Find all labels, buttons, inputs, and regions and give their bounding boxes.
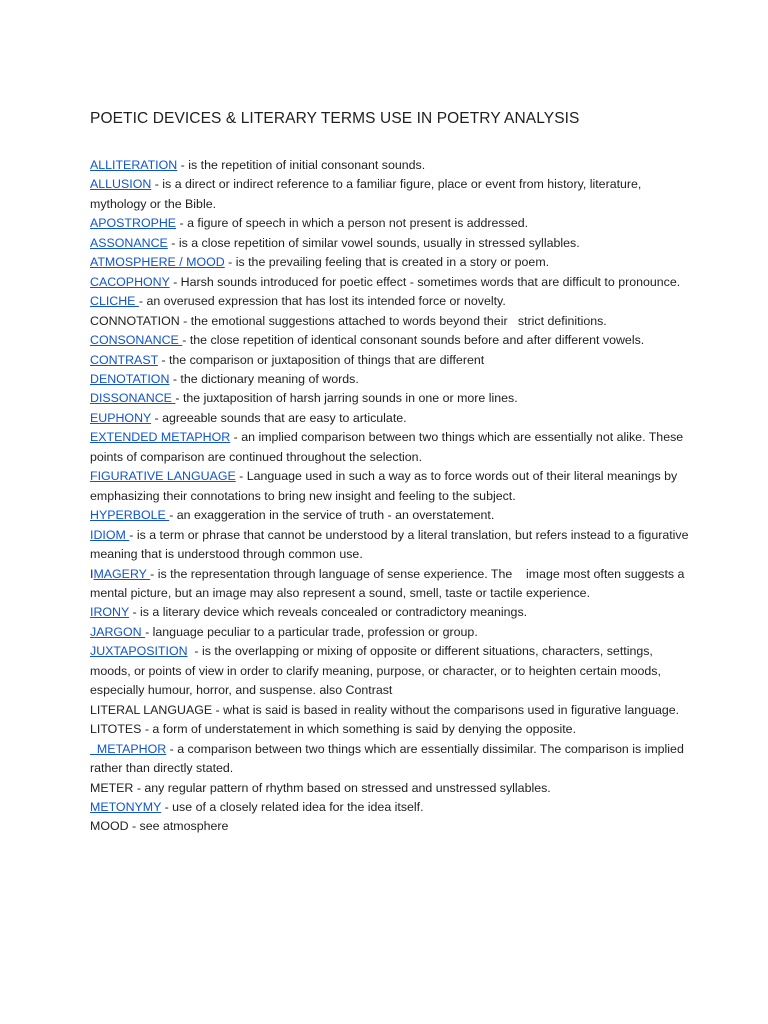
term-link[interactable]: DISSONANCE	[90, 391, 176, 406]
term-definition: - the dictionary meaning of words.	[169, 371, 359, 386]
term-prefix: I	[90, 566, 94, 581]
glossary-entry	[90, 526, 690, 565]
term-definition: - a comparison between two things which are essentially dissimilar. The comparison is implied rather than directly stated.	[90, 741, 688, 776]
term-definition: - is the repetition of initial consonant sounds.	[177, 158, 426, 172]
glossary-entry	[90, 798, 690, 817]
term-label: LITOTES	[90, 722, 142, 737]
glossary-entry	[90, 623, 690, 642]
glossary-entry	[90, 642, 690, 700]
glossary-entry	[90, 428, 690, 467]
term-link[interactable]: ALLITERATION	[90, 158, 178, 172]
term-definition: - is the overlapping or mixing of opposite or different situations, characters, settings, moods, or points of view in order to clarify meaning, purpose, or character, or to heighten certain moods, especially humour, horror, and suspense. also Contrast	[90, 644, 665, 698]
term-link[interactable]: EUPHONY	[90, 410, 152, 425]
term-link[interactable]: JARGON	[90, 624, 146, 639]
term-definition: - the close repetition of identical consonant sounds before and after different vowels.	[182, 333, 645, 348]
term-definition: - an implied comparison between two things which are essentially not alike. These points of comparison are continued throughout the selection.	[90, 430, 687, 464]
glossary-entry	[90, 720, 690, 739]
glossary-entry	[90, 467, 690, 506]
term-link[interactable]: APOSTROPHE	[90, 216, 177, 231]
glossary-entry	[90, 740, 690, 779]
term-link[interactable]: DENOTATION	[90, 371, 170, 386]
term-link[interactable]: CONSONANCE	[90, 333, 183, 348]
term-definition: - the juxtaposition of harsh jarring sounds in one or more lines.	[175, 391, 518, 406]
term-definition: - a form of understatement in which something is said by denying the opposite.	[141, 722, 577, 737]
term-link[interactable]: IDIOM	[90, 527, 130, 542]
glossary-entry	[90, 701, 690, 720]
term-definition: - agreeable sounds that are easy to articulate.	[151, 410, 407, 425]
term-definition: - is a direct or indirect reference to a familiar figure, place or event from history, literature, mythology or the Bible.	[90, 177, 645, 211]
term-link[interactable]: FIGURATIVE LANGUAGE	[90, 469, 236, 484]
glossary-entry	[90, 370, 690, 389]
term-link[interactable]: METONYMY	[90, 799, 162, 814]
term-label: CONNOTATION	[90, 313, 180, 328]
term-definition: - use of a closely related idea for the idea itself.	[161, 799, 424, 814]
term-definition: - an overused expression that has lost its intended force or novelty.	[138, 294, 506, 309]
glossary-entry	[90, 312, 690, 331]
term-link[interactable]: METAPHOR	[90, 741, 167, 756]
term-definition: - language peculiar to a particular trade, profession or group.	[145, 624, 478, 639]
glossary-entry	[90, 175, 690, 214]
glossary-entry	[90, 603, 690, 622]
term-link[interactable]: JUXTAPOSITION	[90, 644, 188, 659]
term-link[interactable]: HYPERBOLE	[90, 508, 170, 523]
term-label: LITERAL LANGUAGE	[90, 702, 213, 717]
glossary-entry	[90, 331, 690, 350]
glossary-entry	[90, 156, 690, 175]
glossary-entry	[90, 351, 690, 370]
term-link[interactable]: ASSONANCE	[90, 235, 168, 250]
glossary-entry	[90, 292, 690, 311]
term-definition: - what is said is based in reality without the comparisons used in figurative language.	[212, 702, 680, 717]
term-link[interactable]: CLICHE	[90, 294, 139, 309]
glossary-entry	[90, 214, 690, 233]
term-definition: - the comparison or juxtaposition of things that are different	[157, 352, 485, 367]
glossary-entry	[90, 273, 690, 292]
glossary-entry	[90, 506, 690, 525]
term-definition: - Harsh sounds introduced for poetic effect - sometimes words that are difficult to pronounce.	[169, 274, 681, 289]
term-link[interactable]: MAGERY	[93, 566, 151, 581]
term-definition: - Language used in such a way as to force words out of their literal meanings by emphasizing their connotations to bring new insight and feeling to the subject.	[90, 469, 681, 503]
glossary-list	[90, 156, 690, 837]
glossary-entry	[90, 389, 690, 408]
glossary-entry	[90, 409, 690, 428]
term-label: METER	[90, 780, 134, 795]
term-link[interactable]: CACOPHONY	[90, 274, 170, 289]
term-definition: - a figure of speech in which a person not present is addressed.	[176, 216, 529, 231]
term-definition: - any regular pattern of rhythm based on stressed and unstressed syllables.	[133, 780, 551, 795]
term-definition: - is the prevailing feeling that is created in a story or poem.	[224, 255, 550, 270]
term-link[interactable]: CONTRAST	[90, 352, 158, 367]
term-link[interactable]: ATMOSPHERE / MOOD	[90, 255, 225, 270]
term-label: MOOD	[90, 819, 129, 834]
glossary-entry	[90, 253, 690, 272]
term-definition: - is the representation through language of sense experience. The image most often suggests a mental picture, but an image may also represent a sound, smell, taste or tactile experience.	[90, 566, 688, 600]
term-definition: - is a literary device which reveals concealed or contradictory meanings.	[129, 605, 528, 620]
glossary-entry	[90, 779, 690, 798]
term-definition: - an exaggeration in the service of truth - an overstatement.	[169, 508, 495, 523]
glossary-entry	[90, 234, 690, 253]
term-definition: - is a close repetition of similar vowel sounds, usually in stressed syllables.	[167, 235, 580, 250]
term-definition: - is a term or phrase that cannot be understood by a literal translation, but refers instead to a figurative meaning that is understood through common use.	[90, 527, 692, 562]
term-definition: - the emotional suggestions attached to words beyond their strict definitions.	[179, 313, 607, 328]
glossary-entry	[90, 565, 690, 604]
term-link[interactable]: EXTENDED METAPHOR	[90, 430, 231, 445]
term-definition: - see atmosphere	[128, 819, 229, 834]
document-title: POETIC DEVICES & LITERARY TERMS USE IN POETRY ANALYSIS	[90, 110, 580, 127]
glossary-entry	[90, 817, 690, 836]
term-link[interactable]: ALLUSION	[90, 177, 152, 192]
term-link[interactable]: IRONY	[90, 605, 130, 620]
